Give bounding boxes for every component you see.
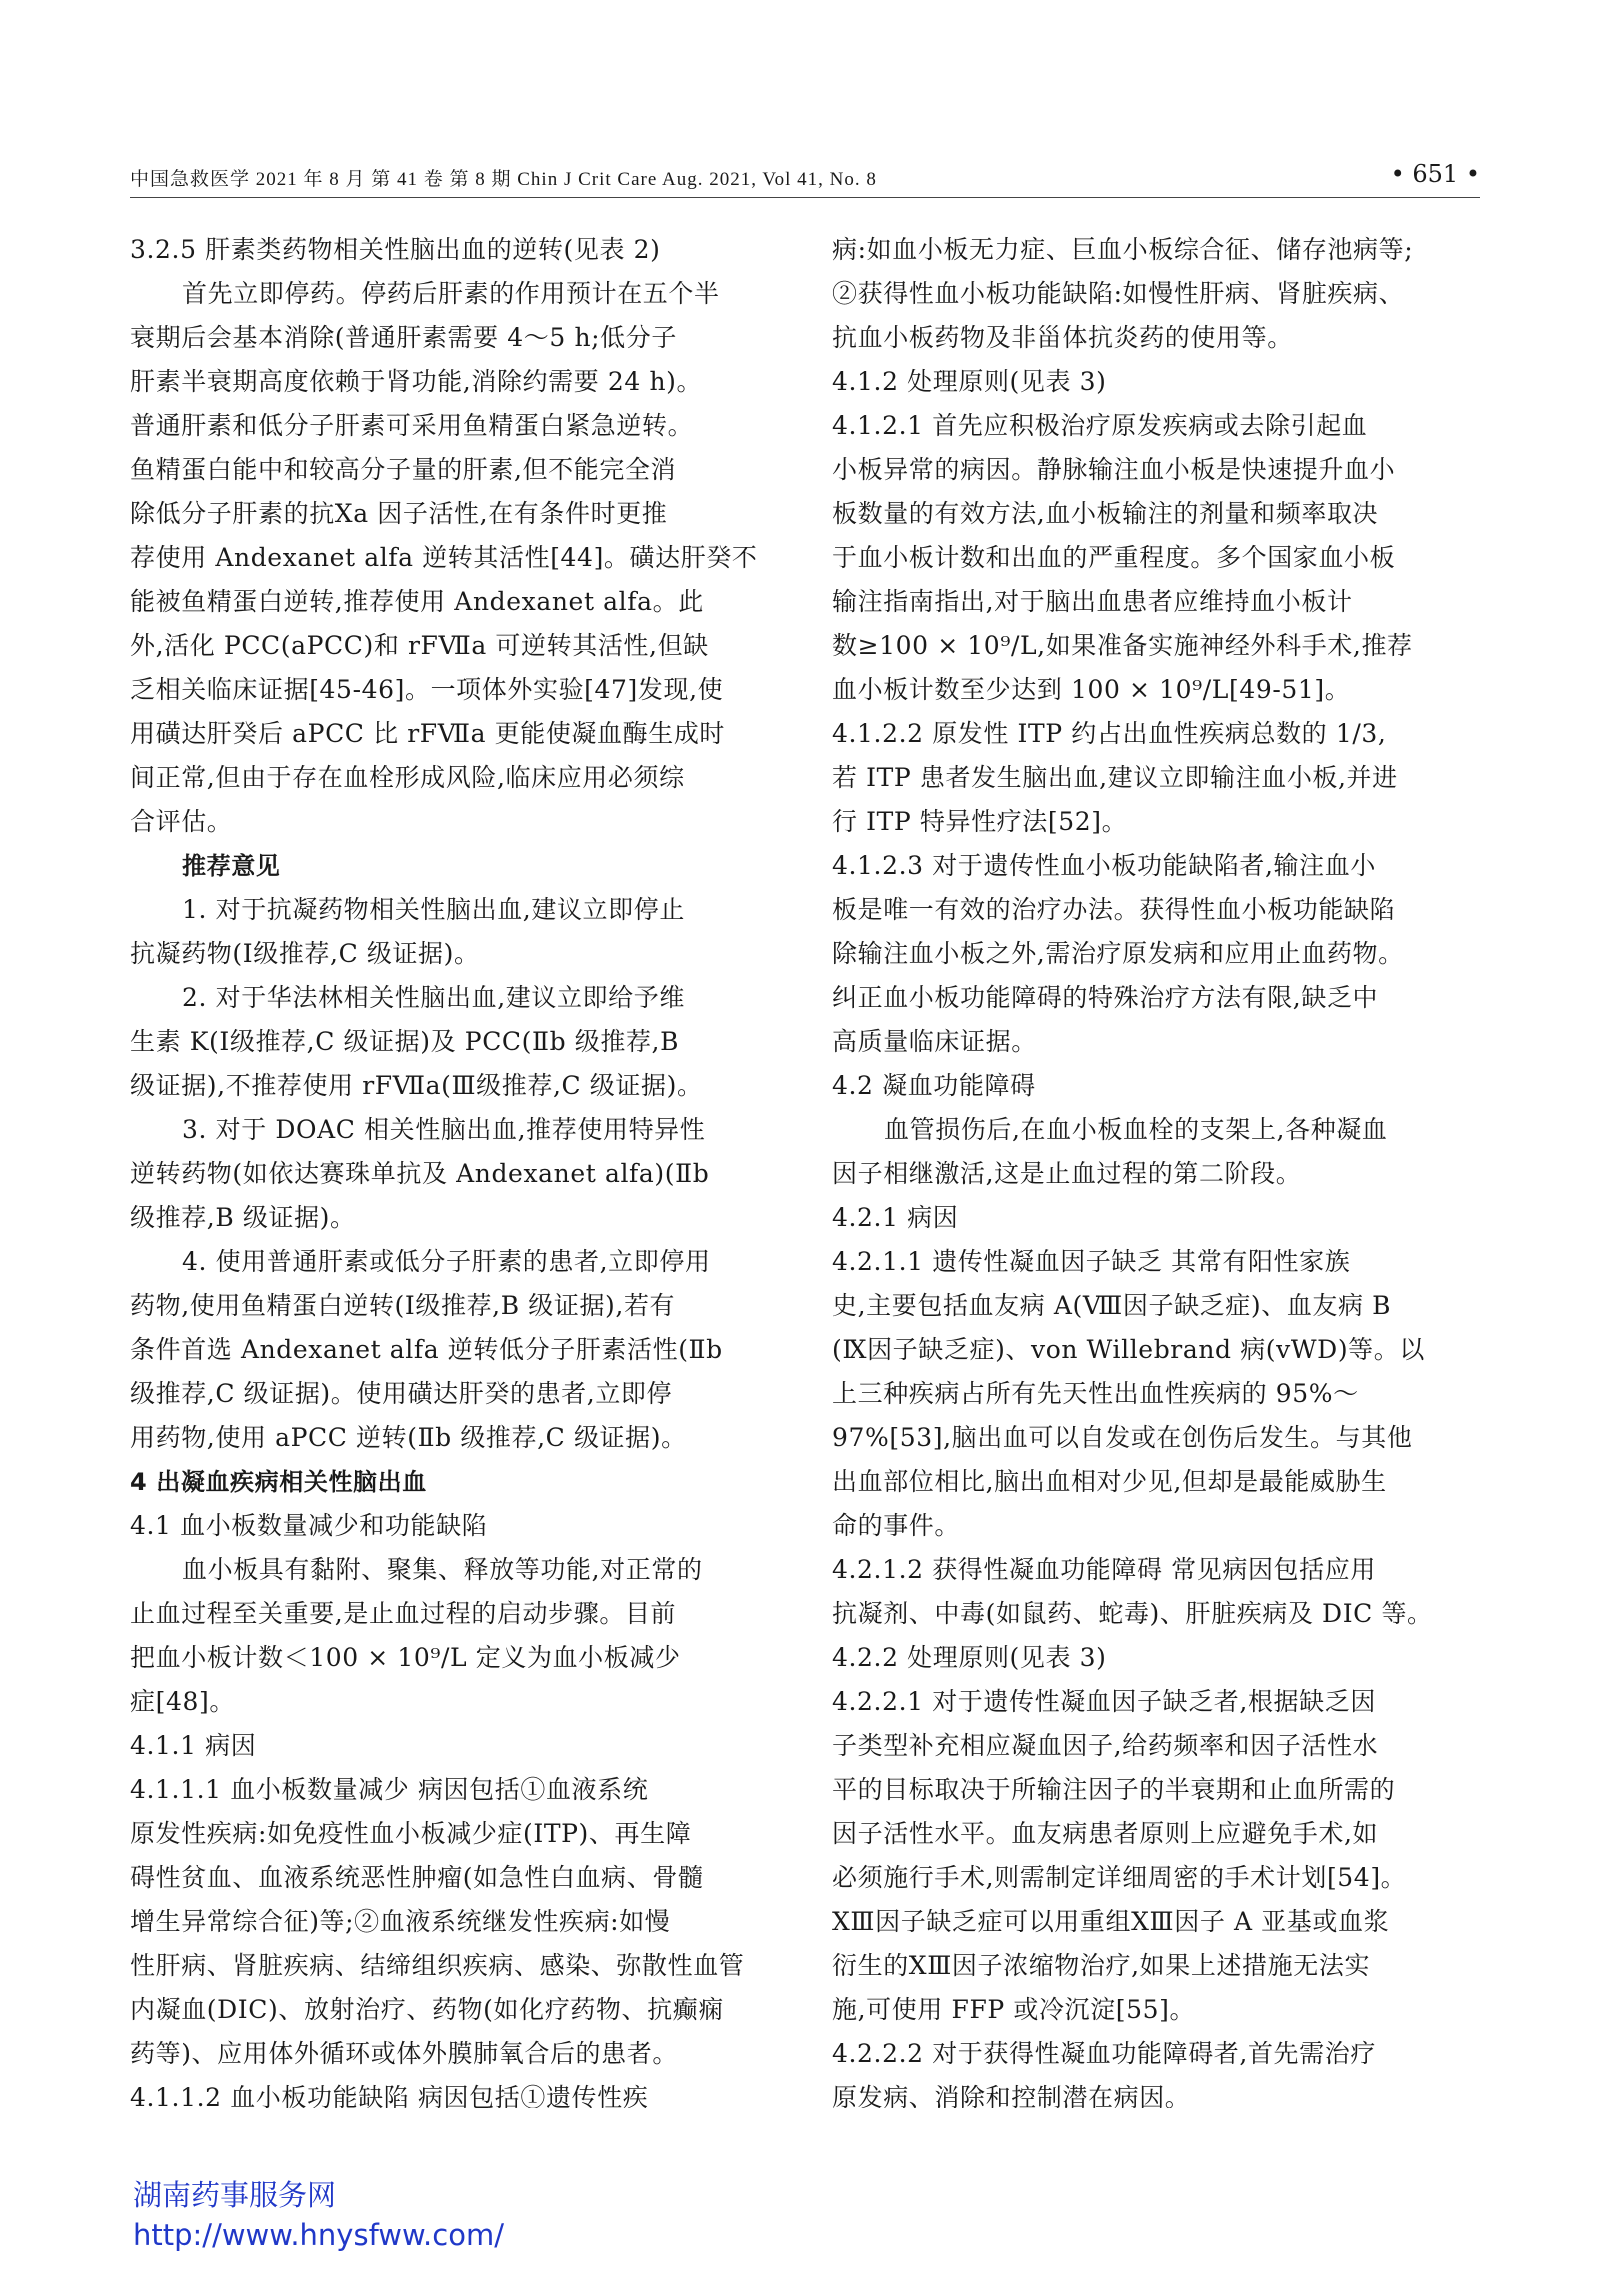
text-line: 4. 使用普通肝素或低分子肝素的患者,立即停用 <box>182 1247 711 1276</box>
text-line: 4.1.2 处理原则(见表 3) <box>832 367 1107 396</box>
text-line: 荐使用 Andexanet alfa 逆转其活性[44]。磺达肝癸不 <box>130 543 758 572</box>
text-line: 生素 K(Ⅰ级推荐,C 级证据)及 PCC(Ⅱb 级推荐,B <box>130 1027 680 1056</box>
text-line: 4.2.1.1 遗传性凝血因子缺乏 其常有阳性家族 <box>832 1247 1351 1276</box>
text-line: 推荐意见 <box>182 852 281 880</box>
text-line: 增生异常综合征)等;②血液系统继发性疾病:如慢 <box>130 1907 671 1936</box>
text-line: 高质量临床证据。 <box>832 1027 1037 1056</box>
text-line: ⅩⅢ因子缺乏症可以用重组ⅩⅢ因子 A 亚基或血浆 <box>832 1907 1390 1936</box>
text-line: 输注指南指出,对于脑出血患者应维持血小板计 <box>832 587 1353 616</box>
text-line: 4.2.2.2 对于获得性凝血功能障碍者,首先需治疗 <box>832 2039 1376 2068</box>
text-line: 4.1 血小板数量减少和功能缺陷 <box>130 1511 488 1540</box>
text-line: 用药物,使用 aPCC 逆转(Ⅱb 级推荐,C 级证据)。 <box>130 1423 687 1452</box>
text-line: 3.2.5 肝素类药物相关性脑出血的逆转(见表 2) <box>130 235 661 264</box>
text-line: 2. 对于华法林相关性脑出血,建议立即给予维 <box>182 983 685 1012</box>
text-line: 4.1.1.2 血小板功能缺陷 病因包括①遗传性疾 <box>130 2083 649 2108</box>
text-line: 用磺达肝癸后 aPCC 比 rFⅦa 更能使凝血酶生成时 <box>130 719 726 748</box>
text-line: 除输注血小板之外,需治疗原发病和应用止血药物。 <box>832 939 1404 968</box>
text-line: 间正常,但由于存在血栓形成风险,临床应用必须综 <box>130 763 685 792</box>
text-line: 症[48]。 <box>130 1687 235 1716</box>
text-line: 级推荐,B 级证据)。 <box>130 1203 356 1232</box>
text-line: 施,可使用 FFP 或冷沉淀[55]。 <box>832 1995 1196 2024</box>
text-line: 原发性疾病:如免疫性血小板减少症(ITP)、再生障 <box>130 1819 692 1848</box>
text-line: 普通肝素和低分子肝素可采用鱼精蛋白紧急逆转。 <box>130 411 694 440</box>
text-line: 外,活化 PCC(aPCC)和 rFⅦa 可逆转其活性,但缺 <box>130 631 709 660</box>
watermark-site-name: 湖南药事服务网 <box>133 2178 337 2212</box>
text-line: 碍性贫血、血液系统恶性肿瘤(如急性白血病、骨髓 <box>130 1863 704 1892</box>
text-line: 出血部位相比,脑出血相对少见,但却是最能威胁生 <box>832 1467 1387 1496</box>
text-line: 级推荐,C 级证据)。使用磺达肝癸的患者,立即停 <box>130 1379 673 1408</box>
text-line: 血小板计数至少达到 100 × 10⁹/L[49-51]。 <box>832 675 1351 704</box>
text-line: 乏相关临床证据[45-46]。一项体外实验[47]发现,使 <box>130 675 724 704</box>
text-line: 子类型补充相应凝血因子,给药频率和因子活性水 <box>832 1731 1379 1760</box>
text-line: 4.2 凝血功能障碍 <box>832 1071 1036 1100</box>
text-line: 原发病、消除和控制潜在病因。 <box>832 2083 1191 2108</box>
text-line: 把血小板计数＜100 × 10⁹/L 定义为血小板减少 <box>130 1643 681 1672</box>
text-line: 条件首选 Andexanet alfa 逆转低分子肝素活性(Ⅱb <box>130 1335 723 1364</box>
text-line: 4.2.1 病因 <box>832 1203 959 1232</box>
text-line: 因子相继激活,这是止血过程的第二阶段。 <box>832 1159 1302 1188</box>
text-line: 因子活性水平。血友病患者原则上应避免手术,如 <box>832 1819 1379 1848</box>
text-line: 合评估。 <box>130 807 233 836</box>
watermark-site-url[interactable]: http://www.hnysfww.com/ <box>133 2218 504 2252</box>
text-line: 板是唯一有效的治疗办法。获得性血小板功能缺陷 <box>832 895 1396 924</box>
text-line: 级证据),不推荐使用 rFⅦa(Ⅲ级推荐,C 级证据)。 <box>130 1071 703 1100</box>
text-line: 止血过程至关重要,是止血过程的启动步骤。目前 <box>130 1599 677 1628</box>
text-line: 衍生的ⅩⅢ因子浓缩物治疗,如果上述措施无法实 <box>832 1951 1371 1980</box>
text-line: 数≥100 × 10⁹/L,如果准备实施神经外科手术,推荐 <box>832 631 1413 660</box>
text-line: 性肝病、肾脏疾病、结缔组织疾病、感染、弥散性血管 <box>130 1951 745 1980</box>
header-divider <box>130 197 1480 198</box>
text-line: 4.2.2.1 对于遗传性凝血因子缺乏者,根据缺乏因 <box>832 1687 1376 1716</box>
running-title: 中国急救医学 2021 年 8 月 第 41 卷 第 8 期 Chin J Crit Care Aug. 2021, Vol 41, No. 8 <box>130 169 877 190</box>
right-column <box>832 228 1480 2108</box>
text-line: ②获得性血小板功能缺陷:如慢性肝病、肾脏疾病、 <box>832 279 1405 308</box>
text-line: 4.1.2.3 对于遗传性血小板功能缺陷者,输注血小 <box>832 851 1376 880</box>
text-line: 3. 对于 DOAC 相关性脑出血,推荐使用特异性 <box>182 1115 706 1144</box>
text-line: 药等)、应用体外循环或体外膜肺氧合后的患者。 <box>130 2039 678 2068</box>
text-line: 小板异常的病因。静脉输注血小板是快速提升血小 <box>832 455 1396 484</box>
text-line: 4.2.1.2 获得性凝血功能障碍 常见病因包括应用 <box>832 1555 1376 1584</box>
text-line: 上三种疾病占所有先天性出血性疾病的 95%～ <box>832 1379 1359 1408</box>
text-line: 能被鱼精蛋白逆转,推荐使用 Andexanet alfa。此 <box>130 587 704 616</box>
text-line: 内凝血(DIC)、放射治疗、药物(如化疗药物、抗癫痫 <box>130 1995 724 2024</box>
text-line: 平的目标取决于所输注因子的半衰期和止血所需的 <box>832 1775 1396 1804</box>
text-line: 抗凝药物(Ⅰ级推荐,C 级证据)。 <box>130 939 480 968</box>
text-line: 4.1.2.2 原发性 ITP 约占出血性疾病总数的 1/3, <box>832 719 1387 748</box>
text-line: 4.1.2.1 首先应积极治疗原发疾病或去除引起血 <box>832 411 1368 440</box>
running-header <box>130 160 1480 190</box>
text-line: 血管损伤后,在血小板血栓的支架上,各种凝血 <box>884 1115 1388 1144</box>
text-line: 4.2.2 处理原则(见表 3) <box>832 1643 1107 1672</box>
text-line: 史,主要包括血友病 A(Ⅷ因子缺乏症)、血友病 B <box>832 1291 1392 1320</box>
text-line: 除低分子肝素的抗Ⅹa 因子活性,在有条件时更推 <box>130 499 668 528</box>
text-line: 行 ITP 特异性疗法[52]。 <box>832 807 1128 836</box>
text-line: 病:如血小板无力症、巨血小板综合征、储存池病等; <box>832 235 1414 264</box>
text-line: 于血小板计数和出血的严重程度。多个国家血小板 <box>832 543 1396 572</box>
text-line: 命的事件。 <box>832 1511 961 1540</box>
text-line: 抗凝剂、中毒(如鼠药、蛇毒)、肝脏疾病及 DIC 等。 <box>832 1599 1433 1628</box>
text-line: 4 出凝血疾病相关性脑出血 <box>130 1468 427 1496</box>
text-line: 衰期后会基本消除(普通肝素需要 4～5 h;低分子 <box>130 323 677 352</box>
text-line: 97%[53],脑出血可以自发或在创伤后发生。与其他 <box>832 1423 1413 1452</box>
text-line: (Ⅸ因子缺乏症)、von Willebrand 病(vWD)等。以 <box>832 1335 1425 1364</box>
text-line: 纠正血小板功能障碍的特殊治疗方法有限,缺乏中 <box>832 983 1379 1012</box>
text-line: 肝素半衰期高度依赖于肾功能,消除约需要 24 h)。 <box>130 367 703 396</box>
text-line: 1. 对于抗凝药物相关性脑出血,建议立即停止 <box>182 895 685 924</box>
text-line: 首先立即停药。停药后肝素的作用预计在五个半 <box>182 279 720 308</box>
text-line: 血小板具有黏附、聚集、释放等功能,对正常的 <box>182 1555 703 1584</box>
text-line: 药物,使用鱼精蛋白逆转(Ⅰ级推荐,B 级证据),若有 <box>130 1291 676 1320</box>
page-number: • 651 • <box>1390 160 1480 188</box>
text-line: 4.1.1.1 血小板数量减少 病因包括①血液系统 <box>130 1775 649 1804</box>
text-line: 必须施行手术,则需制定详细周密的手术计划[54]。 <box>832 1863 1407 1892</box>
text-line: 若 ITP 患者发生脑出血,建议立即输注血小板,并进 <box>832 763 1398 792</box>
text-line: 4.1.1 病因 <box>130 1731 257 1760</box>
text-line: 抗血小板药物及非甾体抗炎药的使用等。 <box>832 323 1293 352</box>
text-line: 鱼精蛋白能中和较高分子量的肝素,但不能完全消 <box>130 455 677 484</box>
text-line: 逆转药物(如依达赛珠单抗及 Andexanet alfa)(Ⅱb <box>130 1159 710 1188</box>
text-line: 板数量的有效方法,血小板输注的剂量和频率取决 <box>832 499 1379 528</box>
left-column <box>130 228 778 2108</box>
